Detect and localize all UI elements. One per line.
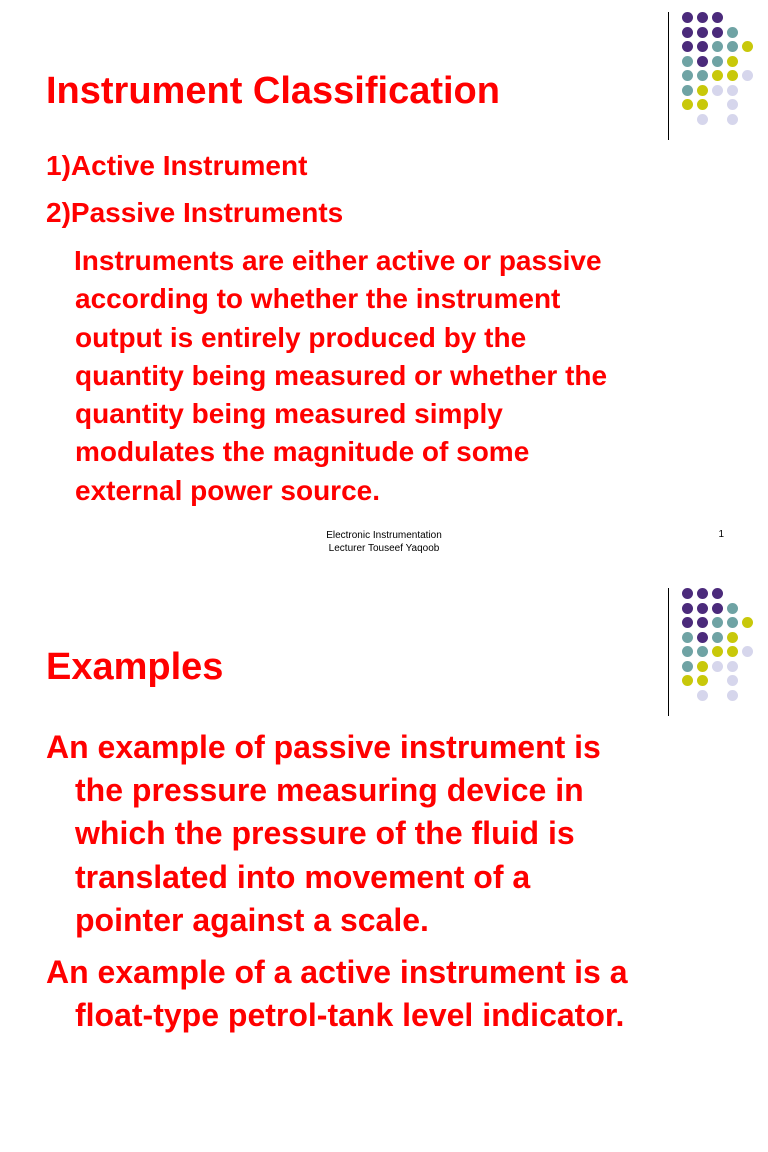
decorative-dot <box>712 27 723 38</box>
paragraph-line: float-type petrol-tank level indicator. <box>75 997 625 1034</box>
decorative-dot <box>712 85 723 96</box>
paragraph-line: which the pressure of the fluid is <box>75 815 575 852</box>
decorative-dot <box>727 690 738 701</box>
decorative-dot <box>727 27 738 38</box>
decorative-dot <box>742 646 753 657</box>
decorative-dot <box>727 114 738 125</box>
paragraph-line: translated into movement of a <box>75 858 531 895</box>
decorative-dot <box>712 632 723 643</box>
decorative-dot <box>697 588 708 599</box>
decorative-dot <box>682 99 693 110</box>
decorative-dot <box>697 646 708 657</box>
paragraph-line: external power source. <box>75 474 381 506</box>
decorative-dot <box>712 588 723 599</box>
footer-lecturer: Lecturer Touseef Yaqoob <box>328 543 440 554</box>
decorative-dot <box>697 661 708 672</box>
paragraph-line: modulates the magnitude of some <box>75 436 530 468</box>
decorative-dot <box>697 85 708 96</box>
active-example-paragraph <box>46 951 706 1037</box>
decorative-dot <box>727 56 738 67</box>
decorative-dot <box>712 617 723 628</box>
decorative-dot <box>727 99 738 110</box>
decorative-dot <box>697 56 708 67</box>
paragraph-line: according to whether the instrument <box>75 283 561 315</box>
slide-title: Instrument Classification <box>46 70 500 112</box>
divider-line <box>668 588 669 716</box>
decorative-dot <box>727 41 738 52</box>
decorative-dot <box>697 41 708 52</box>
decorative-dot <box>712 56 723 67</box>
decorative-dot <box>697 70 708 81</box>
decorative-dot <box>727 632 738 643</box>
decorative-dot <box>682 27 693 38</box>
list-item-active: 1)Active Instrument <box>46 150 308 181</box>
decorative-dot <box>682 12 693 23</box>
list-item-passive: 2)Passive Instruments <box>46 197 344 228</box>
decorative-dot <box>697 114 708 125</box>
slide-title: Examples <box>46 646 224 688</box>
decorative-dot <box>712 70 723 81</box>
paragraph-line: quantity being measured simply <box>75 398 503 430</box>
passive-example-paragraph <box>46 726 706 942</box>
decorative-dot <box>727 70 738 81</box>
decorative-dot <box>712 12 723 23</box>
decorative-dot <box>682 41 693 52</box>
paragraph-line: quantity being measured or whether the <box>75 359 608 391</box>
decorative-dot <box>697 603 708 614</box>
slide-footer <box>260 529 508 555</box>
decorative-dot <box>697 617 708 628</box>
decorative-dot-grid <box>682 12 762 132</box>
decorative-dot <box>742 70 753 81</box>
slide-2 <box>0 576 768 1152</box>
paragraph-line: pointer against a scale. <box>75 901 429 938</box>
decorative-dot <box>682 56 693 67</box>
decorative-dot <box>682 675 693 686</box>
decorative-dot <box>682 588 693 599</box>
decorative-dot <box>742 41 753 52</box>
decorative-dot <box>682 646 693 657</box>
decorative-dot <box>727 85 738 96</box>
decorative-dot <box>712 603 723 614</box>
footer-course: Electronic Instrumentation <box>326 530 442 541</box>
definition-paragraph <box>46 242 706 510</box>
decorative-dot <box>712 646 723 657</box>
decorative-dot <box>727 646 738 657</box>
decorative-dot <box>727 675 738 686</box>
paragraph-line: An example of a active instrument is a <box>46 954 628 990</box>
decorative-dot <box>697 12 708 23</box>
decorative-dot <box>697 690 708 701</box>
decorative-dot <box>682 661 693 672</box>
paragraph-line: the pressure measuring device in <box>75 772 584 809</box>
paragraph-line: output is entirely produced by the <box>75 321 527 353</box>
decorative-dot <box>697 632 708 643</box>
decorative-dot <box>712 661 723 672</box>
decorative-dot <box>697 99 708 110</box>
slide-number: 1 <box>718 529 724 540</box>
decorative-dot <box>727 603 738 614</box>
decorative-dot <box>682 603 693 614</box>
decorative-dot <box>697 675 708 686</box>
decorative-dot <box>712 41 723 52</box>
divider-line <box>668 12 669 140</box>
paragraph-line: Instruments are either active or passive <box>74 245 602 276</box>
decorative-dot <box>682 85 693 96</box>
paragraph-line: An example of passive instrument is <box>46 729 601 765</box>
decorative-dot <box>727 617 738 628</box>
decorative-dot <box>697 27 708 38</box>
decorative-dot <box>682 70 693 81</box>
decorative-dot <box>682 632 693 643</box>
decorative-dot <box>742 617 753 628</box>
decorative-dot-grid <box>682 588 762 708</box>
decorative-dot <box>682 617 693 628</box>
decorative-dot <box>727 661 738 672</box>
